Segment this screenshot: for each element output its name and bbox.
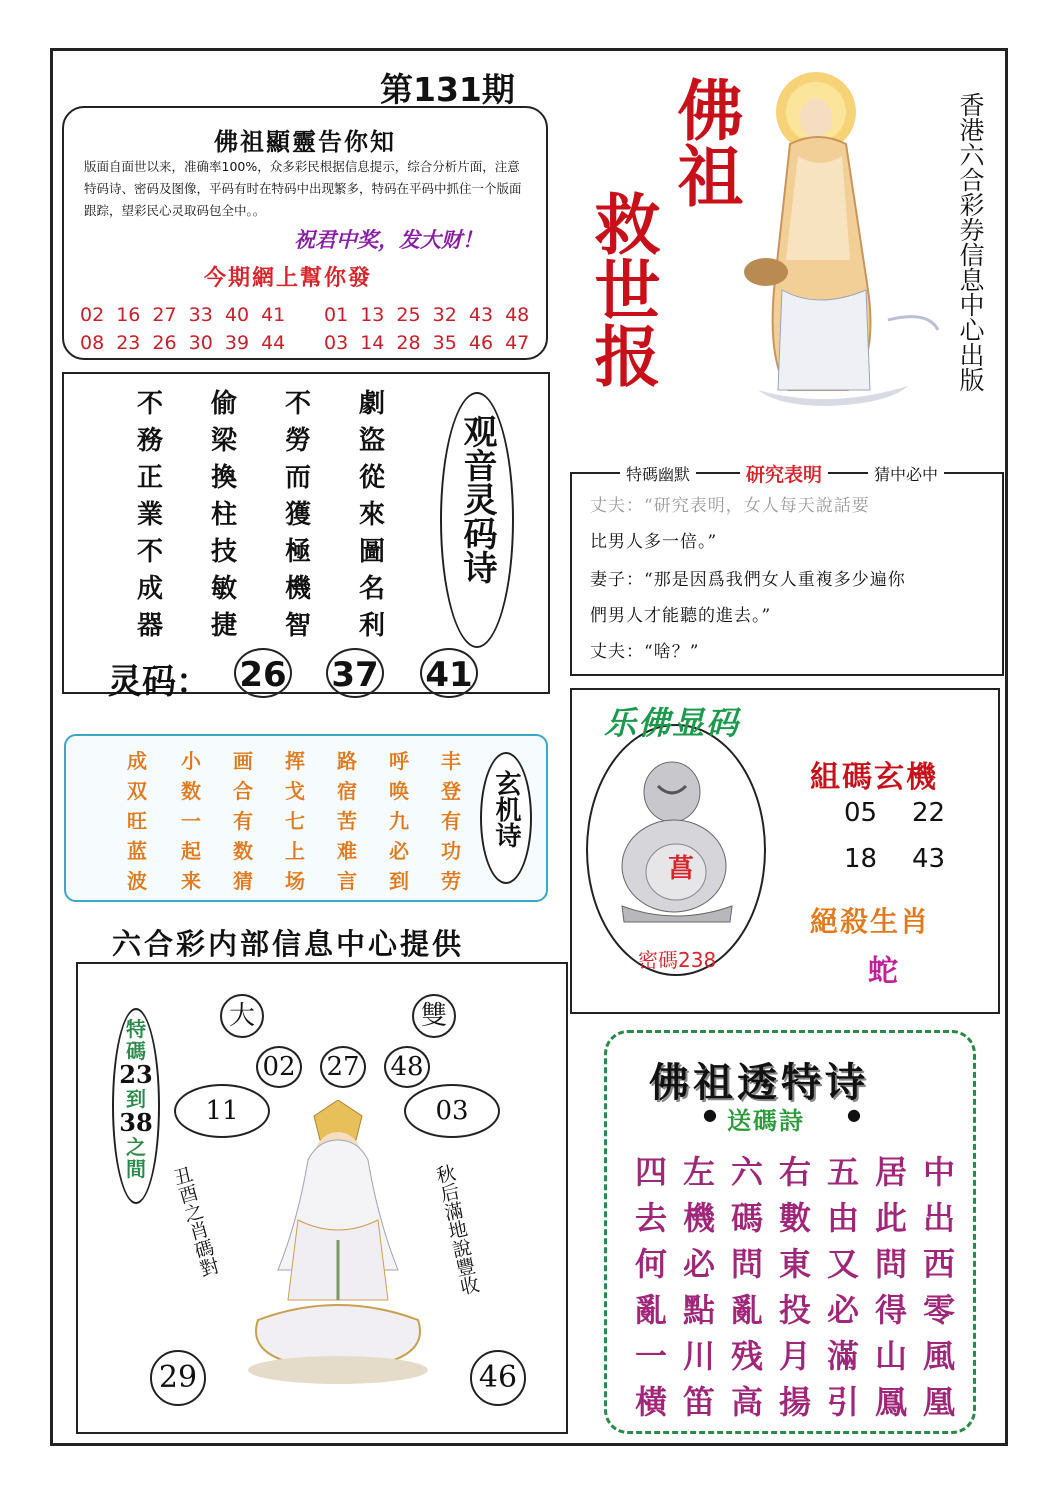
special-poem-column: 右 數 東 投 月 揚: [778, 1153, 811, 1421]
special-range-oval: [112, 1008, 160, 1204]
number-row-2-right: 03 14 28 35 46 47: [324, 332, 530, 354]
special-poem-column: 左 機 必 點 川 笛: [682, 1153, 715, 1421]
xuanji-column: 呼 唤 九 必 到: [389, 749, 409, 893]
combo-title: 組碼玄機: [810, 760, 938, 795]
xuanji-column: 丰 登 有 功 劳: [441, 749, 461, 893]
special-poem-column: 中 出 西 零 風 凰: [922, 1153, 955, 1421]
humor-line: 們男人才能聽的進去。”: [590, 606, 772, 626]
number-row-2-left: 08 23 26 30 39 44: [80, 332, 286, 354]
laughing-buddha-image: [612, 756, 742, 926]
special-poem-column: 六 碼 問 亂 残 高: [730, 1153, 763, 1421]
xuanji-column: 挥 戈 七 上 场: [285, 749, 305, 893]
lingma-number: 37: [326, 648, 384, 698]
special-label: 特碼: [126, 1017, 146, 1063]
humor-line: 比男人多一倍。”: [590, 532, 718, 552]
special-poem-column: 五 由 又 必 滿 引: [826, 1153, 859, 1421]
special-from: 23: [119, 1060, 153, 1089]
humor-line: 丈夫：“啥？”: [590, 642, 700, 662]
combo-number: 05: [844, 798, 878, 828]
corner-number-right: 46: [470, 1350, 526, 1406]
humor-box: [570, 464, 1004, 676]
guanyin-seated-image: [238, 1100, 438, 1390]
xuanji-column: 路 宿 苦 难 言: [337, 749, 357, 893]
left-hint-text: 丑酉之肖碼對: [168, 1163, 222, 1280]
lingma-number: 41: [420, 648, 478, 698]
issue-number: 第131期: [380, 70, 515, 109]
net-title: 今期網上幫你發: [204, 265, 373, 291]
right-hint-text: 秋后滿地說豐收: [431, 1162, 481, 1298]
combo-box: [570, 688, 1000, 1014]
combo-number: 22: [912, 798, 946, 828]
xuanji-label-oval: [480, 752, 532, 884]
lingma-label: 灵码：: [108, 662, 210, 702]
xuanji-label: 玄机诗: [491, 770, 521, 848]
special-poem-column: 四 去 何 亂 一 橫: [634, 1153, 667, 1421]
number-row-1-right: 01 13 25 32 43 48: [324, 304, 530, 326]
bullet-icon-left: ●: [703, 1105, 717, 1124]
lingma-number: 26: [234, 648, 292, 698]
top-number: 48: [384, 1046, 430, 1088]
poem-column: 劇 盜 從 來 圖 名 利: [358, 389, 385, 641]
password-text: 密碼238: [638, 948, 717, 972]
buddha-char: 菖: [668, 854, 695, 884]
big-circle: 大: [220, 994, 264, 1038]
poem-column: 偷 梁 換 柱 技 敏 捷: [210, 389, 237, 641]
xuanji-column: 小 数 一 起 来: [181, 749, 201, 893]
humor-header-right: 猜中必中: [868, 462, 944, 485]
special-poem-box: [604, 1030, 976, 1434]
main-title-line2: 救世报: [583, 190, 661, 388]
number-row-1-left: 02 16 27 33 40 41: [80, 304, 286, 326]
combo-number: 43: [912, 844, 946, 874]
notice-body: 版面自面世以来，准确率100%，众多彩民根据信息提示，综合分析片面，注意特码诗、密码及图像，平码有时在特码中出现繁多，特码在平码中抓住一个版面跟踪，望彩民心灵取码包全中。。: [84, 159, 522, 218]
special-code-box: [76, 962, 568, 1434]
top-number: 27: [320, 1046, 366, 1088]
xuanji-column: 成 双 旺 蓝 波: [127, 749, 147, 893]
xuanji-column: 画 合 有 数 猜: [233, 749, 253, 893]
kill-zodiac-value: 蛇: [868, 954, 898, 989]
special-poem-title: 佛祖透特诗: [649, 1059, 869, 1106]
publisher-text: 香港六合彩券信息中心出版: [956, 92, 985, 392]
humor-line: 妻子：“那是因爲我們女人重複多少遍你: [590, 570, 906, 590]
left-oval-number: 11: [174, 1084, 270, 1138]
special-poem-subtitle: 送碼詩: [727, 1106, 805, 1135]
combo-number: 18: [844, 844, 878, 874]
provided-by: 六合彩内部信息中心提供: [112, 927, 465, 961]
notice-title: 佛祖顯靈告你知: [214, 127, 396, 156]
notice-box: [62, 106, 548, 360]
special-poem-column: 居 此 問 得 山 鳳: [874, 1153, 907, 1421]
poem-label-oval: [440, 392, 514, 648]
corner-number-left: 29: [150, 1350, 206, 1406]
kill-zodiac-title: 絕殺生肖: [810, 905, 931, 938]
xuanji-poem-box: [64, 734, 548, 902]
buddha-oval-title: 乐佛显码: [604, 704, 741, 742]
special-to: 38: [119, 1108, 153, 1137]
wish-text: 祝君中奖，发大财！: [294, 227, 483, 252]
guanyin-standing-image: [738, 60, 948, 408]
poem-column: 不 務 正 業 不 成 器: [136, 389, 163, 641]
guanyin-poem-box: [62, 372, 550, 702]
right-oval-number: 03: [404, 1084, 500, 1138]
double-circle: 雙: [412, 994, 456, 1038]
top-number: 02: [256, 1046, 302, 1088]
special-between: 之間: [126, 1135, 146, 1181]
poem-column: 不 勞 而 獲 極 機 智: [284, 389, 311, 641]
bullet-icon-right: ●: [847, 1105, 861, 1124]
humor-header-left: 特碼幽默: [620, 462, 696, 485]
poem-label: 观音灵码诗: [457, 414, 497, 584]
humor-line: 丈夫：“研究表明，女人每天說話要: [590, 496, 870, 516]
main-title-line1: 佛祖: [666, 76, 744, 208]
special-to-word: 到: [126, 1087, 146, 1111]
humor-header-mid: 研究表明: [740, 460, 828, 487]
